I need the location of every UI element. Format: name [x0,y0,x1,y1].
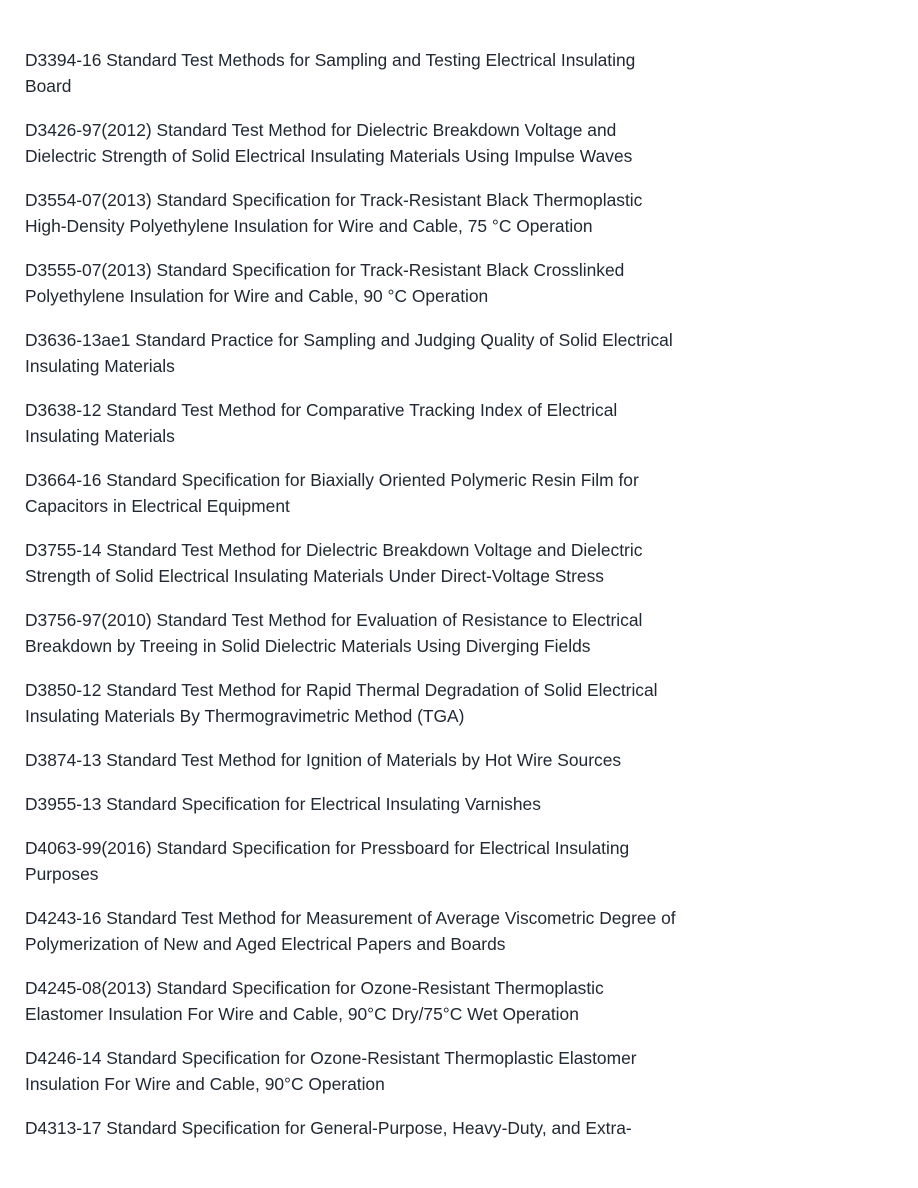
list-item[interactable] [25,257,685,309]
standard-link[interactable]: D3426-97(2012) Standard Test Method for Dielectric Breakdown Voltage and Dielectric Strength of Solid Electrical Insulating Materials Using Impulse Waves [25,120,633,166]
standard-link[interactable]: D3850-12 Standard Test Method for Rapid Thermal Degradation of Solid Electrical Insulating Materials By Thermogravimetric Method (TGA) [25,680,658,726]
standard-link[interactable]: D4063-99(2016) Standard Specification for Pressboard for Electrical Insulating Purposes [25,838,630,884]
list-item[interactable] [25,327,685,379]
list-item[interactable] [25,607,685,659]
list-item[interactable] [25,1115,685,1141]
standards-list [25,47,685,1159]
list-item[interactable] [25,117,685,169]
standard-link[interactable]: D3636-13ae1 Standard Practice for Sampling and Judging Quality of Solid Electrical Insulating Materials [25,330,673,376]
list-item[interactable] [25,467,685,519]
standard-link[interactable]: D4313-17 Standard Specification for General-Purpose, Heavy-Duty, and Extra- [25,1118,632,1138]
standard-link[interactable]: D4243-16 Standard Test Method for Measurement of Average Viscometric Degree of Polymerization of New and Aged Electrical Papers and Boards [25,908,676,954]
standard-link[interactable]: D4245-08(2013) Standard Specification for Ozone-Resistant Thermoplastic Elastomer Insulation For Wire and Cable, 90°C Dry/75°C Wet Operation [25,978,604,1024]
list-item[interactable] [25,835,685,887]
standard-link[interactable]: D3394-16 Standard Test Methods for Sampling and Testing Electrical Insulating Board [25,50,636,96]
list-item[interactable] [25,47,685,99]
list-item[interactable] [25,747,685,773]
list-item[interactable] [25,905,685,957]
standard-link[interactable]: D3638-12 Standard Test Method for Comparative Tracking Index of Electrical Insulating Materials [25,400,618,446]
standard-link[interactable]: D3664-16 Standard Specification for Biaxially Oriented Polymeric Resin Film for Capacitors in Electrical Equipment [25,470,639,516]
list-item[interactable] [25,1045,685,1097]
standard-link[interactable]: D3874-13 Standard Test Method for Ignition of Materials by Hot Wire Sources [25,750,622,770]
list-item[interactable] [25,975,685,1027]
list-item[interactable] [25,537,685,589]
standard-link[interactable]: D3756-97(2010) Standard Test Method for Evaluation of Resistance to Electrical Breakdown by Treeing in Solid Dielectric Materials Using Diverging Fields [25,610,643,656]
list-item[interactable] [25,187,685,239]
standard-link[interactable]: D3555-07(2013) Standard Specification for Track-Resistant Black Crosslinked Polyethylene Insulation for Wire and Cable, 90 °C Operation [25,260,625,306]
standard-link[interactable]: D4246-14 Standard Specification for Ozone-Resistant Thermoplastic Elastomer Insulation For Wire and Cable, 90°C Operation [25,1048,637,1094]
list-item[interactable] [25,677,685,729]
list-item[interactable] [25,397,685,449]
standard-link[interactable]: D3554-07(2013) Standard Specification for Track-Resistant Black Thermoplastic High-Density Polyethylene Insulation for Wire and Cable, 75 °C Operation [25,190,643,236]
list-item[interactable] [25,791,685,817]
standard-link[interactable]: D3755-14 Standard Test Method for Dielectric Breakdown Voltage and Dielectric Strength of Solid Electrical Insulating Materials Under Direct-Voltage Stress [25,540,643,586]
standard-link[interactable]: D3955-13 Standard Specification for Electrical Insulating Varnishes [25,794,541,814]
